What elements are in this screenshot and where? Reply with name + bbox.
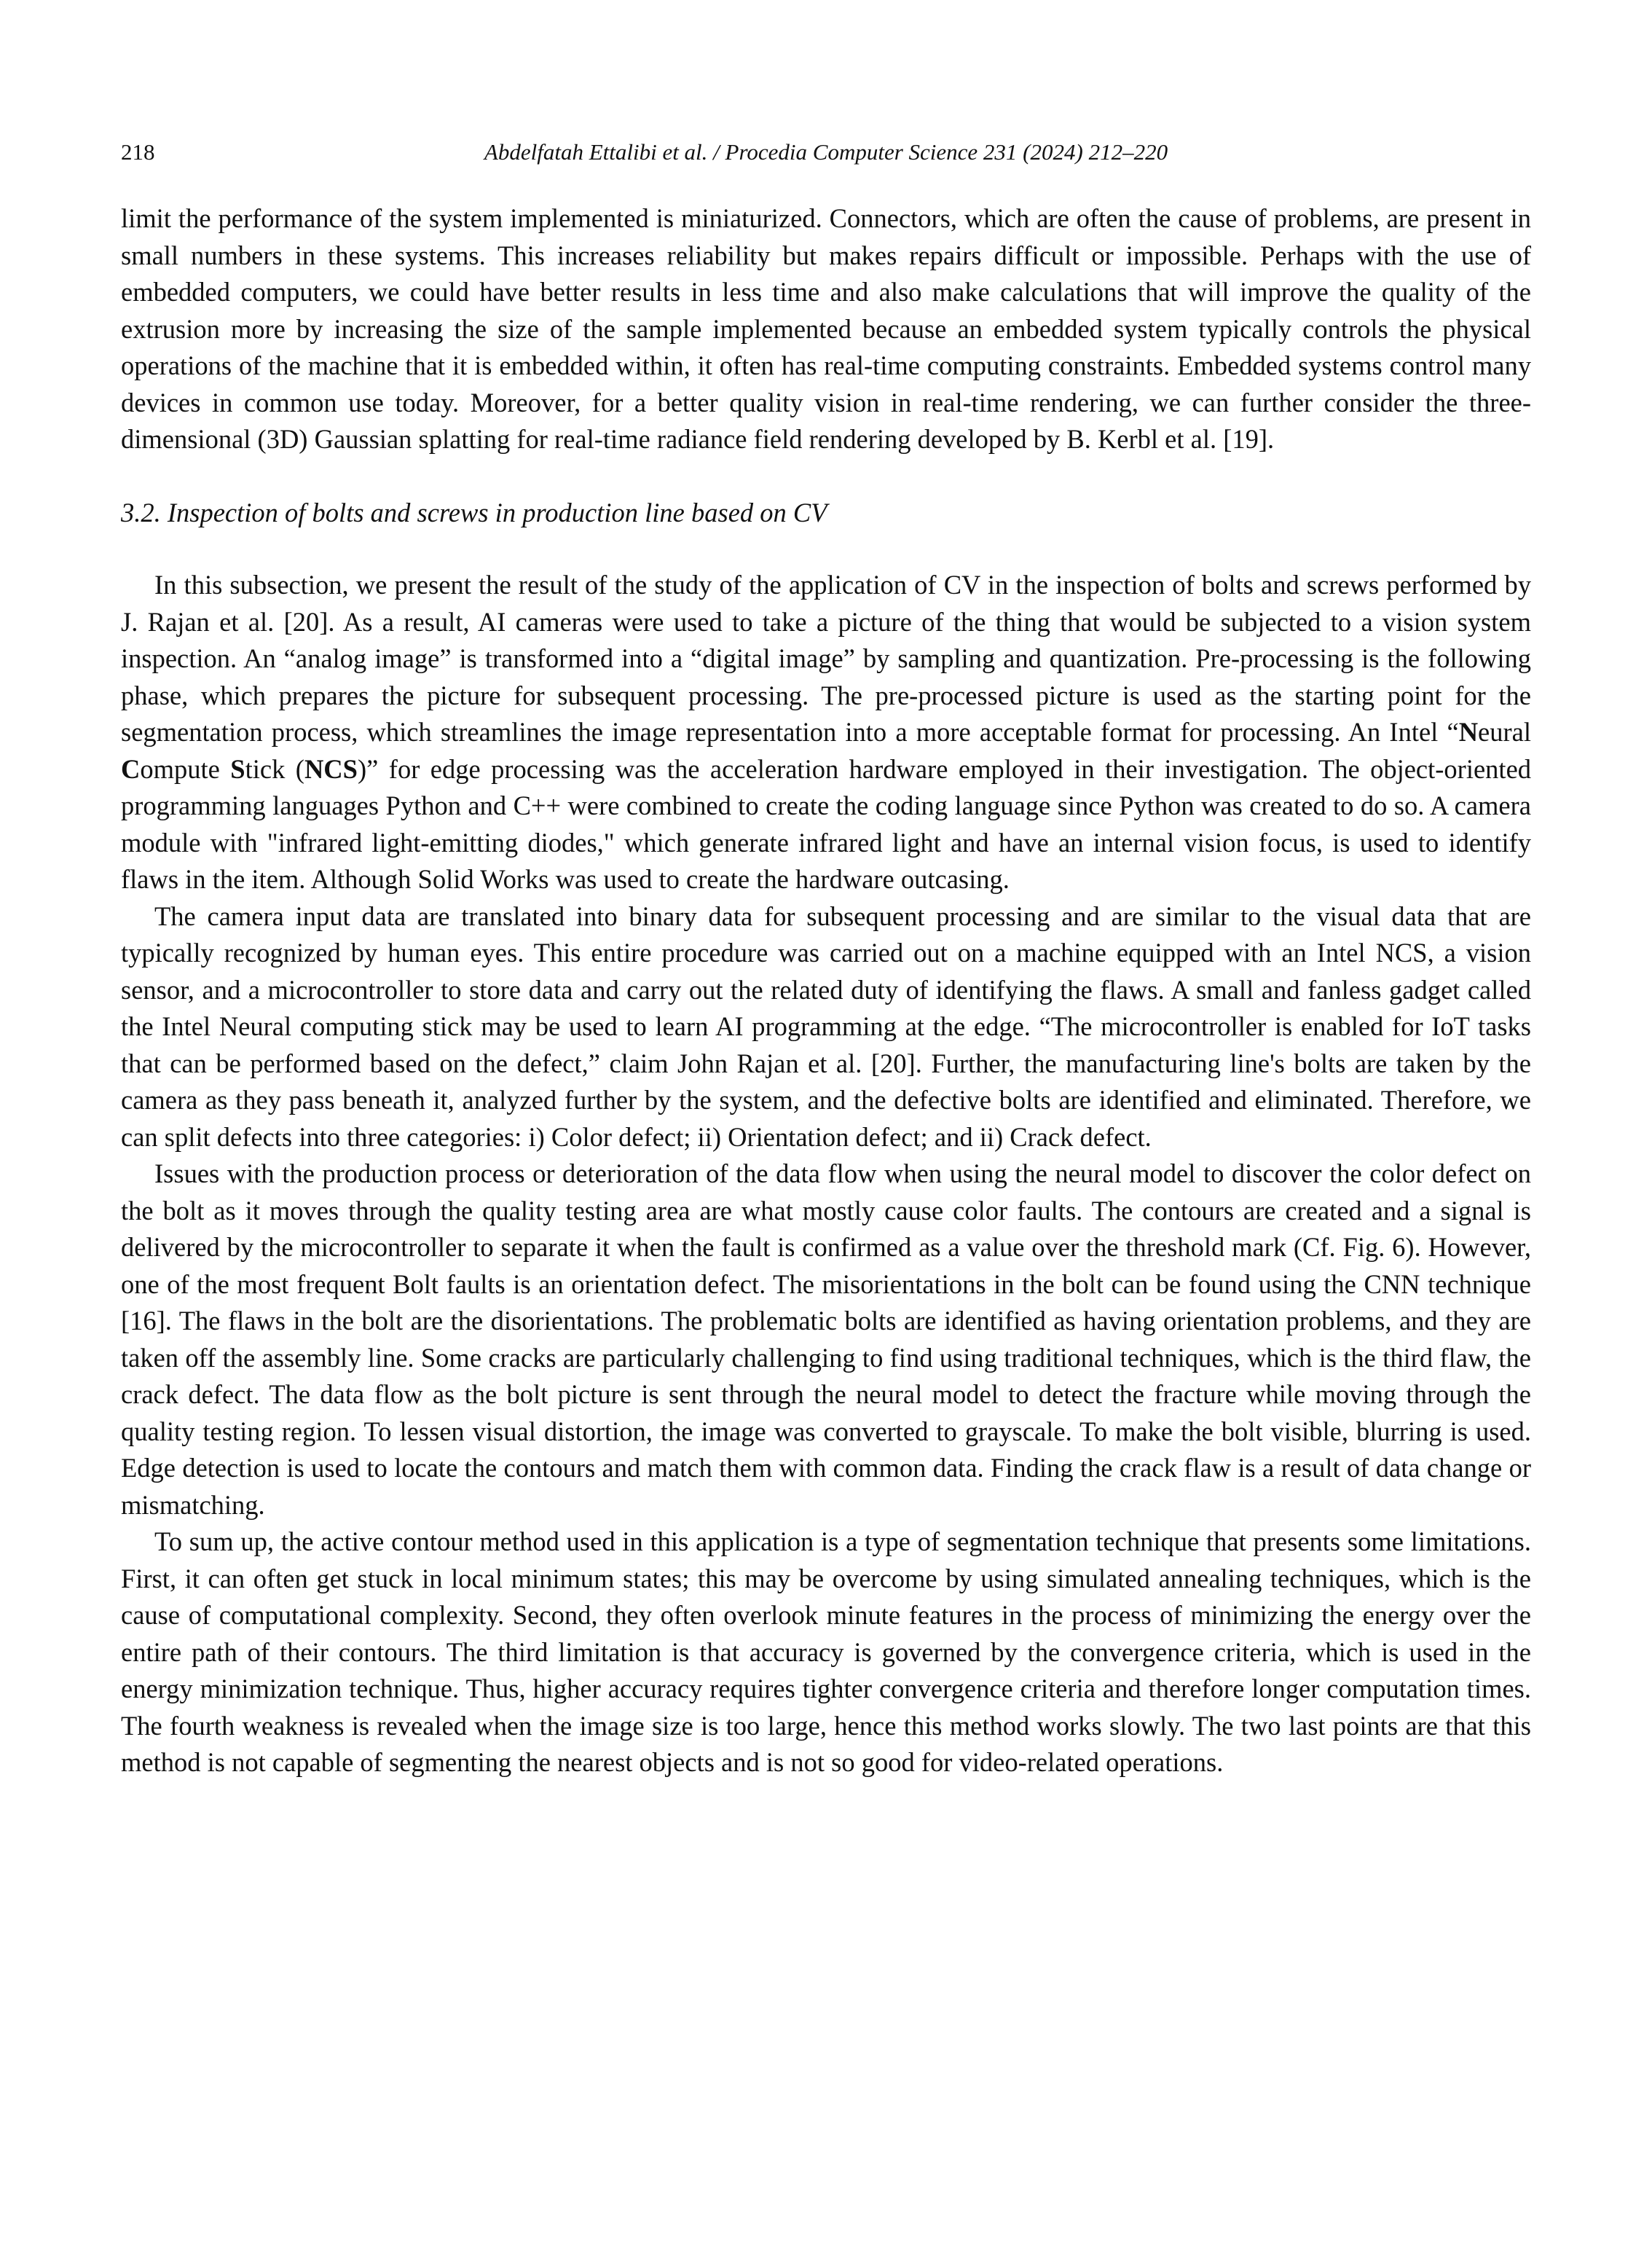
paragraph-1-text-d: tick ( xyxy=(245,753,304,784)
running-head: Abdelfatah Ettalibi et al. / Procedia Computer Science 231 (2024) 212–220 xyxy=(484,139,1168,165)
page-header xyxy=(121,134,1531,170)
paragraph-continuation: limit the performance of the system implemented is miniaturized. Connectors, which are often the cause of problems, are present in small numbers in these systems. This increases reliability but makes repairs difficult or impossible. Perhaps with the use of embedded computers, we could have better results in less time and also make calculations that will improve the quality of the extrusion more by increasing the size of the sample implemented because an embedded system typically controls the physical operations of the machine that it is embedded within, it often has real-time computing constraints. Embedded systems control many devices in common use today. Moreover, for a better quality vision in real-time rendering, we can further consider the three-dimensional (3D) Gaussian splatting for real-time radiance field rendering developed by B. Kerbl et al. [19]. xyxy=(121,203,1531,454)
bold-letter-n: N xyxy=(1458,717,1479,747)
bold-letter-s: S xyxy=(230,753,245,784)
paragraph-4: To sum up, the active contour method used in this application is a type of segmentation technique that presents some limitations. First, it can often get stuck in local minimum states; this may be overcome by using simulated annealing techniques, which is the cause of computational complexity. Second, they often overlook minute features in the process of minimizing the energy over the entire path of their contours. The third limitation is that accuracy is governed by the convergence criteria, which is used in the energy minimization technique. Thus, higher accuracy requires tighter convergence criteria and therefore longer computation times. The fourth weakness is revealed when the image size is too large, hence this method works slowly. The two last points are that this method is not capable of segmenting the nearest objects and is not so good for video-related operations. xyxy=(121,1526,1531,1777)
paragraph-1 xyxy=(121,567,1531,898)
paragraph-3: Issues with the production process or deterioration of the data flow when using the neural model to discover the color defect on the bolt as it moves through the quality testing area are what mostly cause color faults. The contours are created and a signal is delivered by the microcontroller to separate it when the fault is confirmed as a value over the threshold mark (Cf. Fig. 6). However, one of the most frequent Bolt faults is an orientation defect. The misorientations in the bolt can be found using the CNN technique [16]. The flaws in the bolt are the disorientations. The problematic bolts are identified as having orientation problems, and they are taken off the assembly line. Some cracks are particularly challenging to find using traditional techniques, which is the third flaw, the crack defect. The data flow as the bolt picture is sent through the neural model to detect the fracture while moving through the quality testing region. To lessen visual distortion, the image was converted to grayscale. To make the bolt visible, blurring is used. Edge detection is used to locate the contours and match them with common data. Finding the crack flaw is a result of data change or mismatching. xyxy=(121,1158,1531,1520)
paragraph-1-text-a: In this subsection, we present the result of the study of the application of CV in the inspection of bolts and screws performed by J. Rajan et al. [20]. As a result, AI cameras were used to take a picture of the thing that would be subjected to a vision system inspection. An “analog image” is transformed into a “digital image” by sampling and quantization. Pre-processing is the following phase, which prepares the picture for subsequent processing. The pre-processed picture is used as the starting point for the segmentation process, which streamlines the image representation into a more acceptable format for processing. An Intel “ xyxy=(121,570,1531,747)
paragraph-1-text-e: )” for edge processing was the acceleration hardware employed in their investigation. The object-oriented programming languages Python and C++ were combined to create the coding language since Python was created to do so. A camera module with "infrared light-emitting diodes," which generate infrared light and have an internal vision focus, is used to identify flaws in the item. Although Solid Works was used to create the hardware outcasing. xyxy=(121,753,1532,894)
section-heading: 3.2. Inspection of bolts and screws in production line based on CV xyxy=(121,497,827,528)
paragraph-2: The camera input data are translated into binary data for subsequent processing and are similar to the visual data that are typically recognized by human eyes. This entire procedure was carried out on a machine equipped with an Intel NCS, a vision sensor, and a microcontroller to store data and carry out the related duty of identifying the flaws. A small and fanless gadget called the Intel Neural computing stick may be used to learn AI programming at the edge. “The microcontroller is enabled for IoT tasks that can be performed based on the defect,” claim John Rajan et al. [20]. Further, the manufacturing line's bolts are taken by the camera as they pass beneath it, analyzed further by the system, and the defective bolts are identified and eliminated. Therefore, we can split defects into three categories: i) Color defect; ii) Orientation defect; and ii) Crack defect. xyxy=(121,901,1531,1152)
paragraph-1-text-b: eural xyxy=(1478,717,1531,747)
bold-acronym-ncs: NCS xyxy=(304,753,358,784)
body-text xyxy=(121,200,1531,1781)
bold-letter-c: C xyxy=(121,753,141,784)
page-number: 218 xyxy=(121,139,155,165)
paragraph-1-text-c: ompute xyxy=(140,753,231,784)
